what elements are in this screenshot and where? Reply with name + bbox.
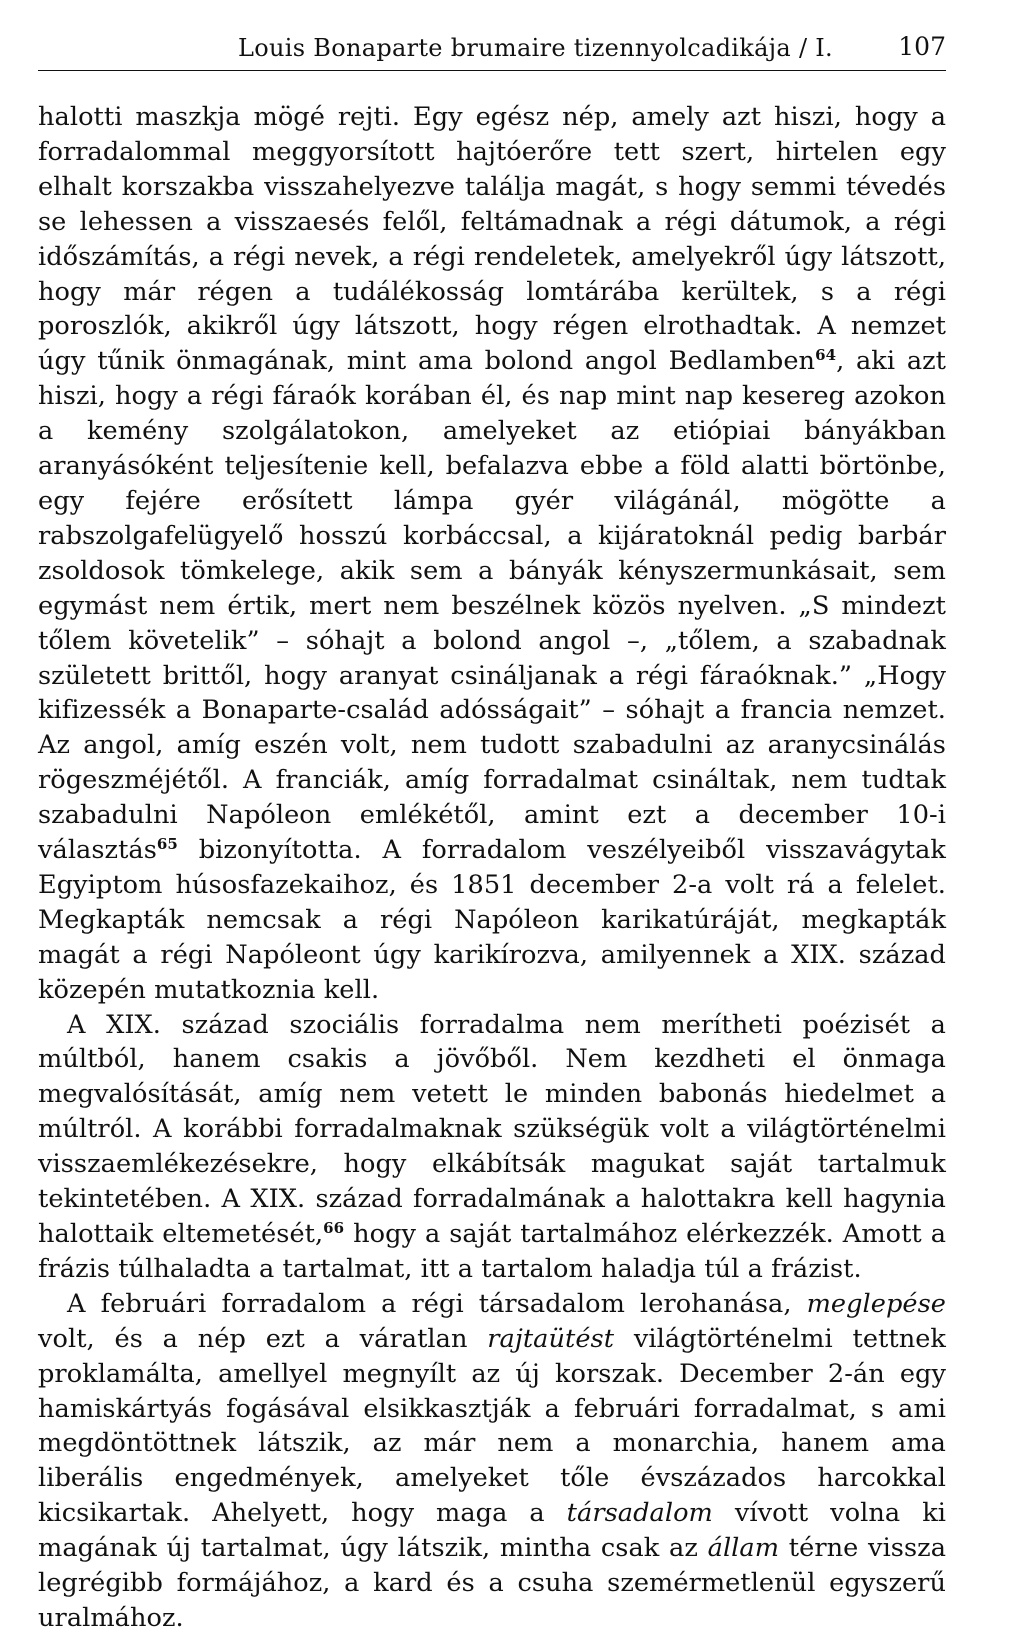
paragraph xyxy=(38,1008,946,1287)
paragraph xyxy=(38,100,946,1008)
paragraph xyxy=(38,1287,946,1636)
emphasized-text: meglepése xyxy=(806,1288,946,1319)
text-run: vívott volna ki magának új tartalmat, úgy látszik, mintha csak az xyxy=(38,1498,946,1564)
page-number: 107 xyxy=(898,32,946,61)
text-run: A februári forradalom a régi társadalom lerohanása, xyxy=(67,1288,807,1319)
text-run: térne vissza legrégibb formájához, a kard és a csuha szemérmetlenül egyszerű uralmához. xyxy=(38,1533,947,1633)
footnote-marker: 65 xyxy=(156,835,178,854)
emphasized-text: rajtaütést xyxy=(487,1323,615,1354)
text-run: , aki azt hiszi, hogy a régi fáraók korában él, és nap mint nap kesereg azokon a kemény szolgálatokon, amelyeket az etiópiai bányákban aranyásóként teljesítenie kell, befalazva ebbe a föld alatti börtönbe, egy fejére erősített lámpa gyér világánál, mögötte a rabszolgafelügyelő hosszú korbáccsal, a kijáratoknál pedig barbár zsoldosok tömkelege, akik sem a bányák kényszermunkásait, sem egymást nem értik, mert nem beszélnek közös nyelven. „S mindezt tőlem követelik” – sóhajt a bolond angol –, „tőlem, a szabadnak született brittől, hogy aranyat csináljanak a régi fáraóknak.” „Hogy kifizessék a Bonaparte-család adósságait” – sóhajt a francia nemzet. Az angol, amíg eszén volt, nem tudott szabadulni az aranycsinálás rögeszméjétől. A franciák, amíg forradalmat csináltak, nem tudtak szabadulni Napóleon emlékétől, amint ezt a december 10-i választás xyxy=(38,346,946,866)
emphasized-text: állam xyxy=(707,1533,780,1564)
text-run: hogy a saját tartalmához elérkezzék. Amott a frázis túlhaladta a tartalmat, itt a tartalom haladja túl a frázist. xyxy=(38,1219,947,1284)
text-run: A XIX. század szociális forradalma nem merítheti poézisét a múltból, hanem csakis a jövőből. Nem kezdheti el önmaga megvalósítását, amíg nem vetett le minden babonás hiedelmet a múltról. A korábbi forradalmaknak szükségük volt a világtörténelmi visszaemlékezésekre, hogy elkábítsák magukat saját tartalmuk tekintetében. A XIX. század forradalmának a halottakra kell hagynia halottaik eltemetését, xyxy=(38,1009,946,1249)
emphasized-text: társadalom xyxy=(566,1498,713,1529)
footnote-marker: 66 xyxy=(323,1219,345,1237)
footnote-marker: 64 xyxy=(815,346,837,365)
text-run: bizonyította. A forradalom veszélyeiből visszavágytak Egyiptom húsosfazekaihoz, és 1851 december 2-a volt rá a felelet. Megkapták nemcsak a régi Napóleon karikatúráját, megkapták magát a régi Napóleont úgy karikírozva, amilyennek a XIX. század közepén mutatkoznia kell. xyxy=(38,835,946,1005)
text-run: halotti maszkja mögé rejti. Egy egész nép, amely azt hiszi, hogy a forradalommal meggyorsított hajtóerőre tett szert, hirtelen egy elhalt korszakba visszahelyezve találja magát, s hogy semmi tévedés se lehessen a visszaesés felől, feltámadnak a régi dátumok, a régi időszámítás, a régi nevek, a régi rendeletek, amelyekről úgy látszott, hogy már régen a tudálékosság lomtárába kerültek, s a régi poroszlók, akikről úgy látszott, hogy régen elrothadtak. A nemzet úgy tűnik önmagának, mint ama bolond angol Bedlamben xyxy=(38,102,946,377)
body-text xyxy=(38,100,946,1636)
text-run: világtörténelmi tettnek proklamálta, amellyel megnyílt az új korszak. December 2-án egy hamiskártyás fogásával elsikkasztják a februári forradalmat, s ami megdöntöttnek látszik, az már nem a monarchia, hanem ama liberális engedmények, amelyeket tőle évszázados harcokkal kicsikartak. Ahelyett, hogy maga a xyxy=(38,1323,946,1529)
text-run: volt, és a nép ezt a váratlan xyxy=(38,1323,488,1354)
page-header xyxy=(38,24,946,71)
running-title: Louis Bonaparte brumaire tizennyolcadikája / I. xyxy=(238,34,833,62)
